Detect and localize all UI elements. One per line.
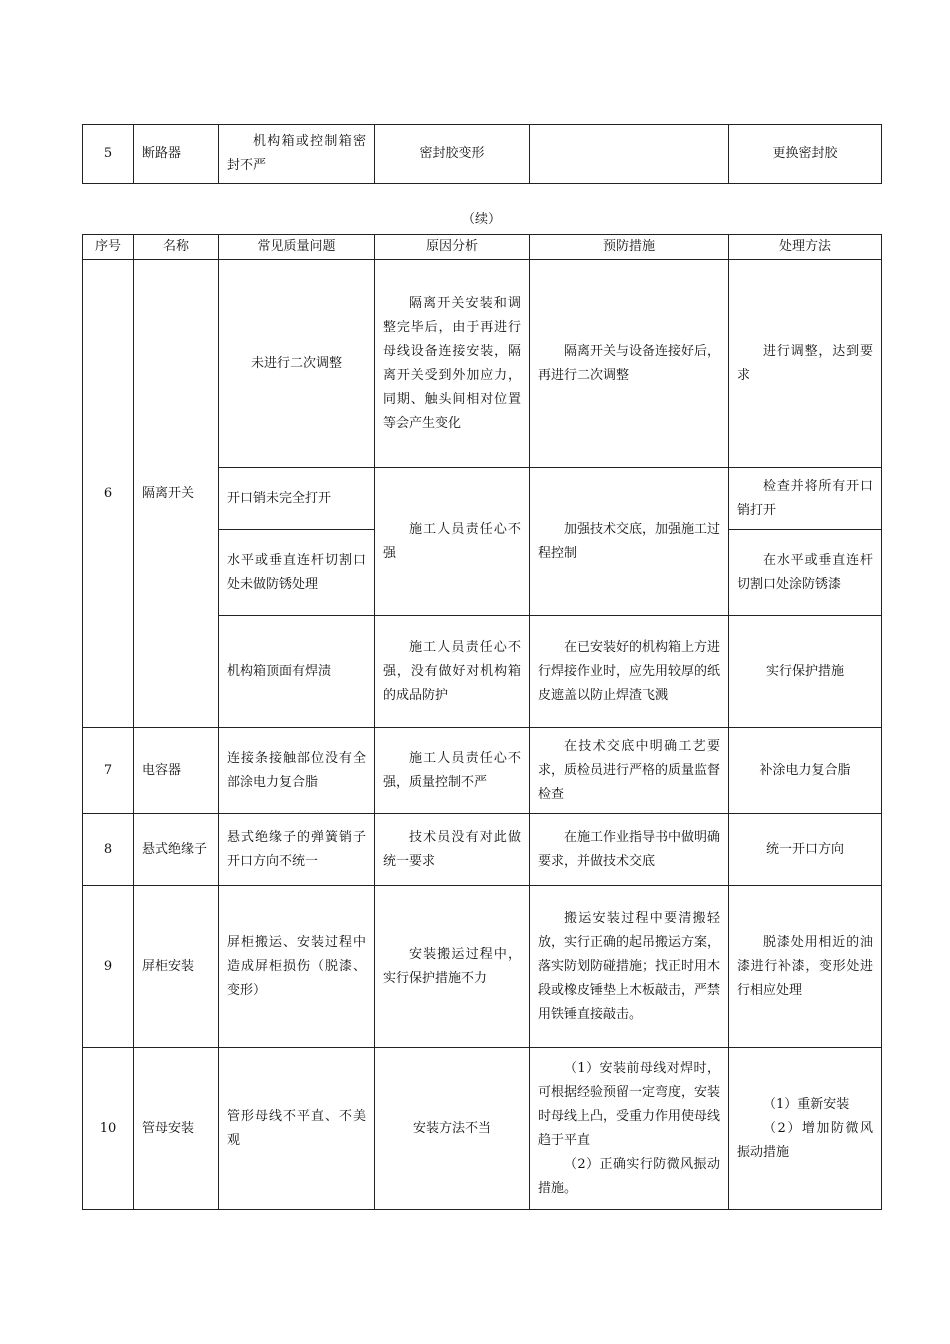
cell-prevention: 在施工作业指导书中做明确要求，并做技术交底 bbox=[530, 814, 729, 886]
cell-prevention: 在技术交底中明确工艺要求，质检员进行严格的质量监督检查 bbox=[530, 728, 729, 814]
cell-seq: 8 bbox=[83, 814, 134, 886]
cell-cause: 技术员没有对此做统一要求 bbox=[375, 814, 530, 886]
cell-seq: 6 bbox=[83, 260, 134, 728]
treatment-item-1: （1）重新安装 bbox=[763, 1096, 850, 1112]
cell-prevention bbox=[530, 125, 729, 184]
cell-cause: 施工人员责任心不强，质量控制不严 bbox=[375, 728, 530, 814]
cell-prevention bbox=[530, 1048, 729, 1210]
cell-seq: 7 bbox=[83, 728, 134, 814]
table-row bbox=[83, 125, 882, 184]
cell-treatment: 实行保护措施 bbox=[729, 616, 882, 728]
header-name: 名称 bbox=[134, 235, 219, 260]
cell-cause: 施工人员责任心不强，没有做好对机构箱的成品防护 bbox=[375, 616, 530, 728]
treatment-item-2: （2）增加防微风振动措施 bbox=[737, 1120, 873, 1160]
header-cause: 原因分析 bbox=[375, 235, 530, 260]
cell-cause: 隔离开关安装和调整完毕后，由于再进行母线设备连接安装，隔离开关受到外加应力，同期、触头间相对位置等会产生变化 bbox=[375, 260, 530, 468]
header-prevention: 预防措施 bbox=[530, 235, 729, 260]
table-caption: （续） bbox=[461, 212, 501, 227]
cell-treatment: 检查并将所有开口销打开 bbox=[729, 468, 882, 530]
table-row bbox=[83, 260, 882, 468]
table-header-row bbox=[83, 235, 882, 260]
cell-problem: 屏柜搬运、安装过程中造成屏柜损伤（脱漆、变形） bbox=[219, 886, 375, 1048]
table-row bbox=[83, 728, 882, 814]
cell-treatment: 脱漆处用相近的油漆进行补漆，变形处进行相应处理 bbox=[729, 886, 882, 1048]
table-row bbox=[83, 886, 882, 1048]
quality-issues-table bbox=[82, 234, 882, 1210]
cell-name: 隔离开关 bbox=[134, 260, 219, 728]
cell-problem: 机构箱顶面有焊渍 bbox=[219, 616, 375, 728]
cell-problem: 机构箱或控制箱密封不严 bbox=[219, 125, 375, 184]
cell-problem: 开口销未完全打开 bbox=[219, 468, 375, 530]
cell-prevention: 加强技术交底，加强施工过程控制 bbox=[530, 468, 729, 616]
cell-prevention: 在已安装好的机构箱上方进行焊接作业时，应先用较厚的纸皮遮盖以防止焊渣飞溅 bbox=[530, 616, 729, 728]
header-treatment: 处理方法 bbox=[729, 235, 882, 260]
cell-name: 电容器 bbox=[134, 728, 219, 814]
cell-treatment bbox=[729, 1048, 882, 1210]
cell-name: 屏柜安装 bbox=[134, 886, 219, 1048]
cell-treatment: 在水平或垂直连杆切割口处涂防锈漆 bbox=[729, 530, 882, 616]
header-problem: 常见质量问题 bbox=[219, 235, 375, 260]
cell-cause: 安装搬运过程中，实行保护措施不力 bbox=[375, 886, 530, 1048]
cell-cause: 施工人员责任心不强 bbox=[375, 468, 530, 616]
cell-problem: 连接条接触部位没有全部涂电力复合脂 bbox=[219, 728, 375, 814]
cell-prevention: 隔离开关与设备连接好后，再进行二次调整 bbox=[530, 260, 729, 468]
cell-seq: 10 bbox=[83, 1048, 134, 1210]
cell-treatment: 进行调整，达到要求 bbox=[729, 260, 882, 468]
prevention-item-2: （2）正确实行防微风振动措施。 bbox=[538, 1156, 720, 1196]
cell-problem: 悬式绝缘子的弹簧销子开口方向不统一 bbox=[219, 814, 375, 886]
cell-treatment: 补涂电力复合脂 bbox=[729, 728, 882, 814]
cell-treatment: 统一开口方向 bbox=[729, 814, 882, 886]
cell-problem: 水平或垂直连杆切割口处未做防锈处理 bbox=[219, 530, 375, 616]
table-continued-top bbox=[82, 124, 882, 184]
header-seq: 序号 bbox=[83, 235, 134, 260]
cell-problem: 未进行二次调整 bbox=[219, 260, 375, 468]
cell-problem: 管形母线不平直、不美观 bbox=[219, 1048, 375, 1210]
cell-name: 悬式绝缘子 bbox=[134, 814, 219, 886]
cell-name: 断路器 bbox=[134, 125, 219, 184]
table-row bbox=[83, 814, 882, 886]
cell-seq: 5 bbox=[83, 125, 134, 184]
prevention-item-1: （1）安装前母线对焊时，可根据经验预留一定弯度，安装时母线上凸，受重力作用使母线趋于平直 bbox=[538, 1060, 721, 1148]
table-row bbox=[83, 1048, 882, 1210]
cell-seq: 9 bbox=[83, 886, 134, 1048]
cell-treatment: 更换密封胶 bbox=[729, 125, 882, 184]
cell-prevention: 搬运安装过程中要清搬轻放，实行正确的起吊搬运方案，落实防划防碰措施；找正时用木段或橡皮锤垫上木板敲击，严禁用铁锤直接敲击。 bbox=[530, 886, 729, 1048]
cell-cause: 密封胶变形 bbox=[375, 125, 530, 184]
cell-name: 管母安装 bbox=[134, 1048, 219, 1210]
cell-cause: 安装方法不当 bbox=[375, 1048, 530, 1210]
